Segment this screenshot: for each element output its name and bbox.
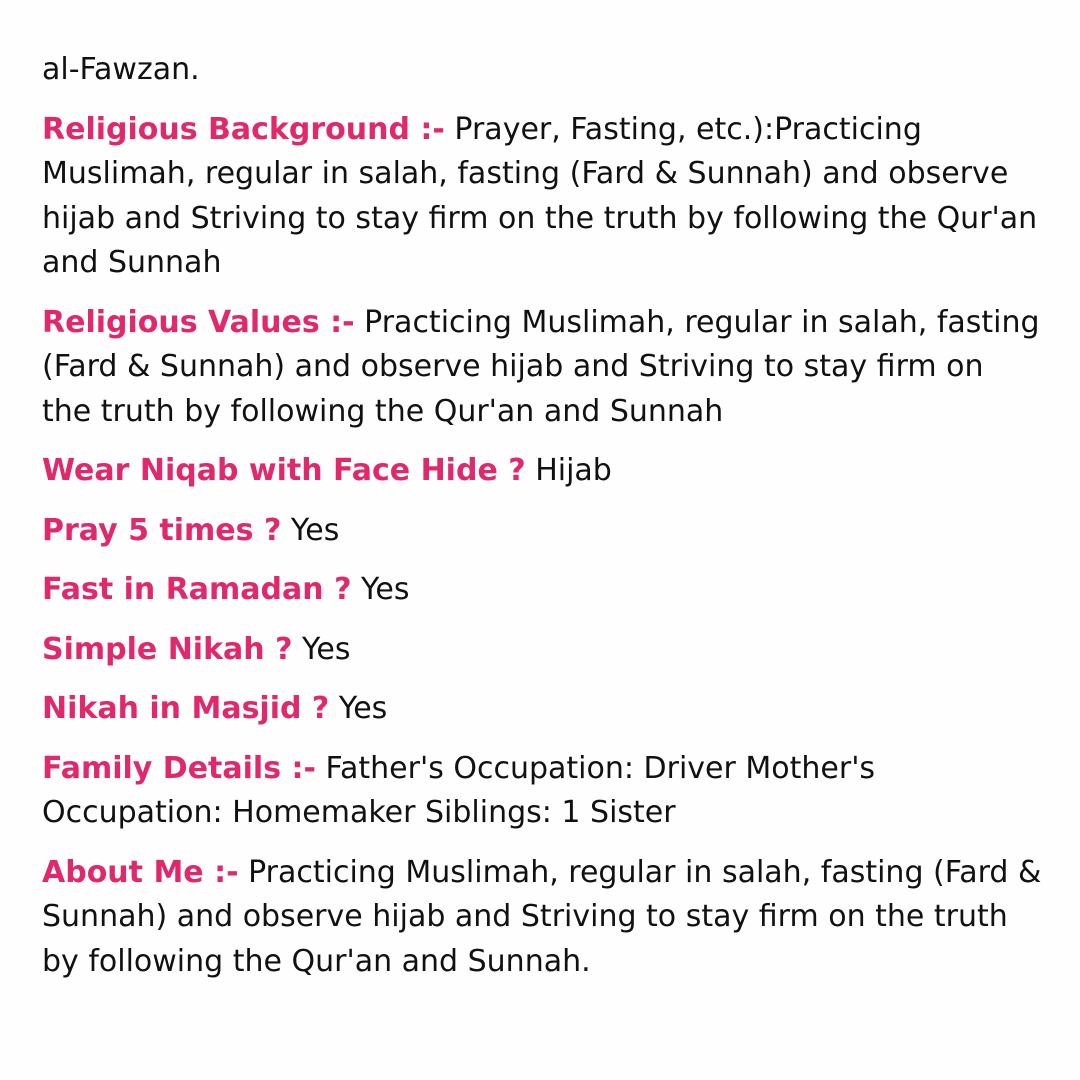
field-label: Simple Nikah ? bbox=[42, 631, 293, 667]
field-label: Family Details :- bbox=[42, 750, 316, 786]
field-simple-nikah bbox=[42, 628, 1042, 673]
field-value: Practicing Muslimah, regular in salah, fasting (Fard & Sunnah) and observe hijab and Striving to stay firm on the truth by following the Qur'an and Sunnah bbox=[42, 304, 1040, 429]
field-value: Yes bbox=[361, 572, 410, 607]
field-label: Fast in Ramadan ? bbox=[42, 572, 352, 607]
field-label: Nikah in Masjid ? bbox=[42, 691, 330, 726]
field-religious-values bbox=[42, 301, 1042, 435]
lead-text: al-Fawzan. bbox=[42, 52, 200, 87]
field-label: Religious Background :- bbox=[42, 111, 445, 147]
field-label: About Me :- bbox=[42, 854, 239, 890]
field-fast-in-ramadan bbox=[42, 568, 1042, 613]
field-label: Wear Niqab with Face Hide ? bbox=[42, 453, 526, 488]
field-religious-background bbox=[42, 108, 1042, 286]
field-value: Father's Occupation: Driver Mother's Occupation: Homemaker Siblings: 1 Sister bbox=[42, 750, 876, 830]
field-value: Practicing Muslimah, regular in salah, fasting (Fard & Sunnah) and observe hijab and Striving to stay firm on the truth by following the Qur'an and Sunnah. bbox=[42, 854, 1042, 979]
field-value: Yes bbox=[338, 691, 388, 726]
field-value: Yes bbox=[290, 512, 340, 548]
profile-details bbox=[42, 48, 1042, 999]
field-value: Hijab bbox=[535, 453, 612, 488]
field-pray-5-times bbox=[42, 509, 1042, 554]
field-family-details bbox=[42, 747, 1042, 836]
field-value: Prayer, Fasting, etc.):Practicing Muslimah, regular in salah, fasting (Fard & Sunnah) and observe hijab and Striving to stay firm on the truth by following the Qur'an and Sunnah bbox=[42, 111, 1038, 280]
field-value: Yes bbox=[302, 631, 351, 667]
field-label: Religious Values :- bbox=[42, 304, 355, 340]
field-label: Pray 5 times ? bbox=[42, 512, 282, 548]
field-nikah-in-masjid bbox=[42, 687, 1042, 732]
field-wear-niqab bbox=[42, 449, 1042, 494]
field-about-me bbox=[42, 851, 1042, 985]
